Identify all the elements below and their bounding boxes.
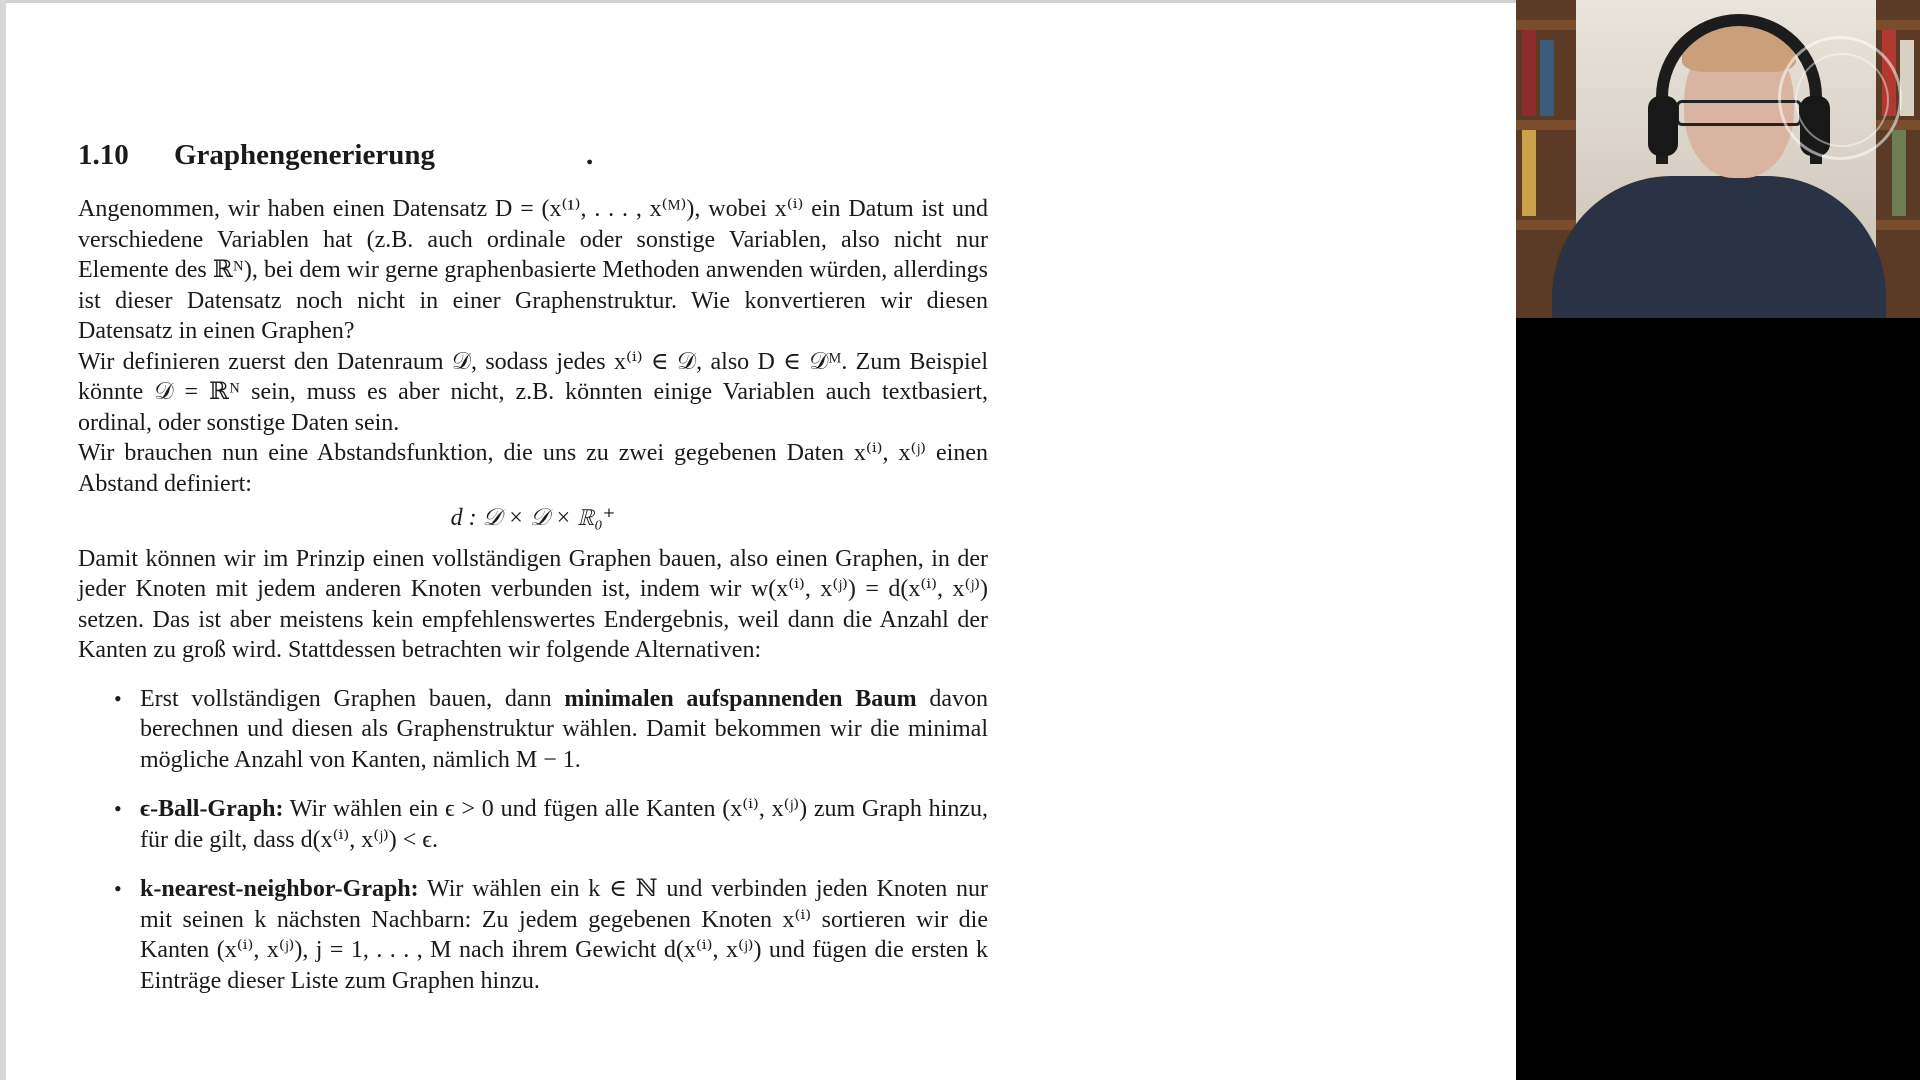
- bullet-text: Wir wählen ein k ∈ ℕ und verbinden jeden Knoten nur mit seinen k nächsten Nachbarn: Zu jedem gegebenen Knoten x⁽ⁱ⁾ sortieren wir die Kanten (x⁽ⁱ⁾, x⁽ʲ⁾), j = 1, . . . , M nach ihrem Gewicht d(x⁽ⁱ⁾, x⁽ʲ⁾) und fügen die ersten k Einträge dieser Liste zum Graphen hinzu.: [140, 876, 988, 994]
- book: [1900, 40, 1914, 116]
- headset-earcup: [1648, 96, 1678, 156]
- section-title: Graphengenerierung: [174, 139, 435, 171]
- list-item: [78, 794, 988, 855]
- book: [1522, 130, 1536, 216]
- heading-trailing-mark: .: [586, 139, 594, 171]
- book: [1540, 40, 1554, 116]
- alternatives-list: [78, 684, 988, 997]
- bullet-dot: •: [114, 685, 122, 711]
- bullet-bold-term: minimalen aufspannenden Baum: [564, 685, 917, 712]
- paragraph-distance-function: Wir brauchen nun eine Abstandsfunktion, die uns zu zwei gegebenen Daten x⁽ⁱ⁾, x⁽ʲ⁾ einen Abstand definiert:: [78, 440, 988, 497]
- distance-equation: d : 𝒟 × 𝒟 × ℝ₀⁺: [450, 505, 616, 531]
- section-number: 1.10: [78, 139, 129, 171]
- paragraph-data-space: Wir definieren zuerst den Datenraum 𝒟, sodass jedes x⁽ⁱ⁾ ∈ 𝒟, also D ∈ 𝒟ᴹ. Zum Beispiel könnte 𝒟 = ℝᴺ sein, muss es aber nicht, z.B. könnten einige Variablen auch textbasiert, ordinal, oder sonstige Daten sein.: [78, 348, 988, 436]
- section-heading: [78, 140, 988, 176]
- bullet-text: Wir wählen ein ϵ > 0 und fügen alle Kanten (x⁽ⁱ⁾, x⁽ʲ⁾) zum Graph hinzu, für die gilt, dass d(x⁽ⁱ⁾, x⁽ʲ⁾) < ϵ.: [140, 796, 988, 853]
- bullet-dot: •: [114, 796, 122, 821]
- document-content: [78, 140, 988, 1015]
- bullet-bold-term: ϵ-Ball-Graph:: [140, 796, 284, 822]
- bullet-dot: •: [114, 876, 122, 901]
- university-seal-watermark: [1778, 36, 1902, 160]
- paragraph-complete-graph: Damit können wir im Prinzip einen vollständigen Graphen bauen, also einen Graphen, in der jeder Knoten mit jedem anderen Knoten verbunden ist, indem wir w(x⁽ⁱ⁾, x⁽ʲ⁾) = d(x⁽ⁱ⁾, x⁽ʲ⁾) setzen. Das ist aber meistens kein empfehlenswertes Endergebnis, weil dann die Anzahl der Kanten zu groß wird. Stattdessen betrachten wir folgende Alternativen:: [78, 545, 988, 663]
- bullet-bold-term: k-nearest-neighbor-Graph:: [140, 876, 419, 902]
- bullet-text: davon berechnen und diesen als Graphenstruktur wählen. Damit bekommen wir die minimal mögliche Anzahl von Kanten, nämlich M − 1.: [140, 685, 988, 773]
- book: [1892, 130, 1906, 216]
- book: [1522, 30, 1536, 116]
- webcam-feed: [1516, 0, 1920, 318]
- list-item: [78, 684, 988, 776]
- paragraph-dataset-intro: Angenommen, wir haben einen Datensatz D = (x⁽¹⁾, . . . , x⁽ᴹ⁾), wobei x⁽ⁱ⁾ ein Datum ist und verschiedene Variablen hat (z.B. auch ordinale oder sonstige Variablen, also nicht nur Elemente des ℝᴺ), bei dem wir gerne graphenbasierte Methoden anwenden würden, allerdings ist dieser Datensatz noch nicht in einer Graphenstruktur. Wie konvertieren wir diesen Datensatz in einen Graphen?: [78, 196, 988, 344]
- bullet-text: Erst vollständigen Graphen bauen, dann: [140, 685, 565, 712]
- list-item: [78, 874, 988, 996]
